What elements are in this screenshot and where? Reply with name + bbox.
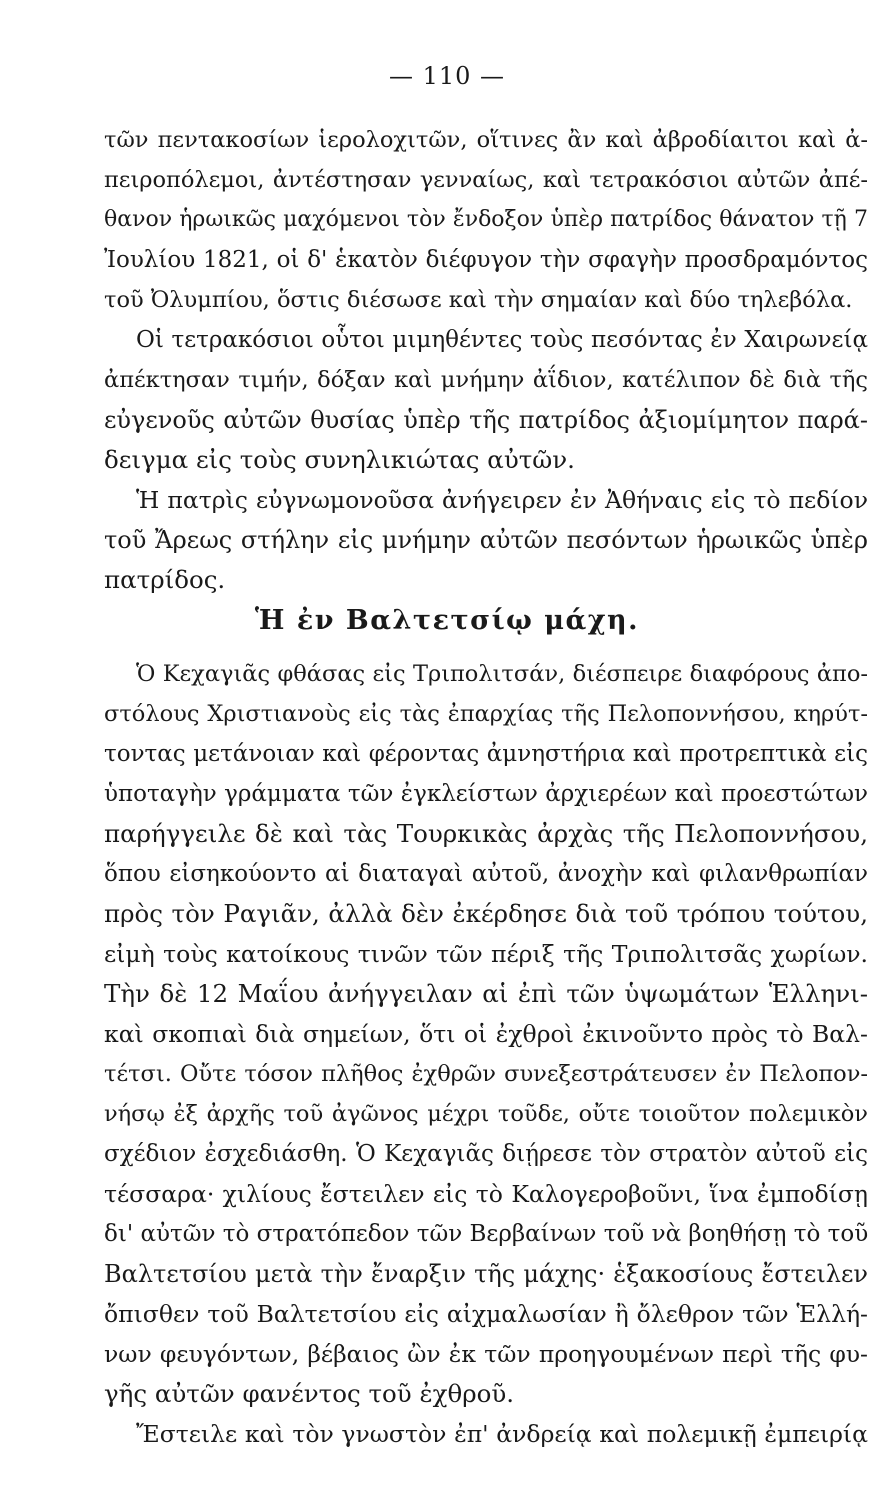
- text-line: ὄπισθεν τοῦ Βαλτετσίου εἰς αἰχμαλωσίαν ἢ ὄλεθρον τῶν Ἑλλή-: [104, 1300, 868, 1328]
- text-line: γῆς αὐτῶν φανέντος τοῦ ἐχθροῦ.: [104, 1379, 515, 1408]
- text-line: παρήγγειλε δὲ καὶ τὰς Τουρκικὰς ἀρχὰς τῆς Πελοποννήσου,: [104, 819, 868, 848]
- paragraph-block-hieros-lochos: [104, 120, 868, 600]
- page-number: — 110 —: [388, 62, 506, 90]
- text-line: θανον ἡρωικῶς μαχόμενοι τὸν ἔνδοξον ὑπὲρ πατρίδος θάνατον τῇ 7: [104, 207, 868, 232]
- text-line: Ὁ Κεχαγιᾶς φθάσας εἰς Τριπολιτσάν, διέσπειρε διαφόρους ἀπο-: [136, 661, 868, 687]
- section-heading: Ἡ ἐν Βαλτετσίῳ μάχη.: [254, 605, 640, 636]
- text-line: εἰμὴ τοὺς κατοίκους τινῶν τῶν πέριξ τῆς Τριπολιτσᾶς χωρίων.: [104, 940, 868, 968]
- text-line: καὶ σκοπιαὶ διὰ σημείων, ὅτι οἱ ἐχθροὶ ἐκινοῦντο πρὸς τὸ Βαλ-: [104, 1020, 868, 1048]
- text-line: Ἰουλίου 1821, οἱ δ' ἑκατὸν διέφυγον τὴν σφαγὴν προσδραμόντος: [104, 247, 868, 273]
- text-line: πειροπόλεμοι, ἀντέστησαν γενναίως, καὶ τετρακόσιοι αὐτῶν ἀπέ-: [104, 167, 868, 193]
- text-line: ἀπέκτησαν τιμήν, δόξαν καὶ μνήμην ἀΐδιον, κατέλιπον δὲ διὰ τῆς: [104, 367, 868, 393]
- text-line: πατρίδος.: [104, 565, 226, 594]
- text-line: τοντας μετάνοιαν καὶ φέροντας ἀμνηστήρια καὶ προτρεπτικὰ εἰς: [104, 741, 868, 767]
- text-line: Ἡ πατρὶς εὐγνωμονοῦσα ἀνήγειρεν ἐν Ἀθήναις εἰς τὸ πεδίον: [136, 486, 868, 514]
- text-line: τῶν πεντακοσίων ἱερολοχιτῶν, οἵτινες ἂν καὶ ἀβροδίαιτοι καὶ ἀ-: [104, 127, 868, 153]
- text-line: Βαλτετσίου μετὰ τὴν ἔναρξιν τῆς μάχης· ἑξακοσίους ἔστειλεν: [104, 1260, 868, 1288]
- text-line: Ἔστειλε καὶ τὸν γνωστὸν ἐπ' ἀνδρείᾳ καὶ πολεμικῇ ἐμπειρίᾳ: [136, 1420, 868, 1448]
- text-line: σχέδιον ἐσχεδιάσθη. Ὁ Κεχαγιᾶς διῄρεσε τὸν στρατὸν αὐτοῦ εἰς: [104, 1141, 868, 1167]
- text-line: Οἱ τετρακόσιοι οὗτοι μιμηθέντες τοὺς πεσόντας ἐν Χαιρωνείᾳ: [136, 327, 868, 353]
- text-line: δι' αὐτῶν τὸ στρατόπεδον τῶν Βερβαίνων τοῦ νὰ βοηθήσῃ τὸ τοῦ: [104, 1221, 868, 1247]
- text-line: ὑποταγὴν γράμματα τῶν ἐγκλείστων ἀρχιερέων καὶ προεστώτων: [104, 781, 868, 807]
- paragraph-block-valtetsi-battle: [104, 654, 868, 1454]
- text-line: νήσῳ ἐξ ἀρχῆς τοῦ ἀγῶνος μέχρι τοῦδε, οὔτε τοιοῦτον πολεμικὸν: [104, 1101, 868, 1127]
- text-line: Τὴν δὲ 12 Μαΐου ἀνήγγειλαν αἱ ἐπὶ τῶν ὑψωμάτων Ἑλληνι-: [104, 979, 868, 1008]
- text-line: εὐγενοῦς αὐτῶν θυσίας ὑπὲρ τῆς πατρίδος ἀξιομίμητον παρά-: [104, 406, 868, 434]
- text-line: ὅπου εἰσηκούοντο αἱ διαταγαὶ αὐτοῦ, ἀνοχὴν καὶ φιλανθρωπίαν: [104, 861, 868, 887]
- text-line: πρὸς τὸν Ραγιᾶν, ἀλλὰ δὲν ἐκέρδησε διὰ τοῦ τρόπου τούτου,: [104, 899, 868, 928]
- text-line: τοῦ Ὀλυμπίου, ὅστις διέσωσε καὶ τὴν σημαίαν καὶ δύο τηλεβόλα.: [104, 287, 853, 313]
- text-line: δειγμα εἰς τοὺς συνηλικιώτας αὐτῶν.: [104, 445, 575, 474]
- text-line: τοῦ Ἄρεως στήλην εἰς μνήμην αὐτῶν πεσόντων ἡρωικῶς ὑπὲρ: [104, 526, 868, 554]
- text-line: στόλους Χριστιανοὺς εἰς τὰς ἐπαρχίας τῆς Πελοποννήσου, κηρύτ-: [104, 701, 868, 727]
- text-line: τέτσι. Οὔτε τόσον πλῆθος ἐχθρῶν συνεξεστράτευσεν ἐν Πελοπον-: [104, 1061, 868, 1087]
- text-line: νων φευγόντων, βέβαιος ὢν ἐκ τῶν προηγουμένων περὶ τῆς φυ-: [104, 1340, 868, 1368]
- text-line: τέσσαρα· χιλίους ἔστειλεν εἰς τὸ Καλογεροβοῦνι, ἵνα ἐμποδίσῃ: [104, 1180, 868, 1208]
